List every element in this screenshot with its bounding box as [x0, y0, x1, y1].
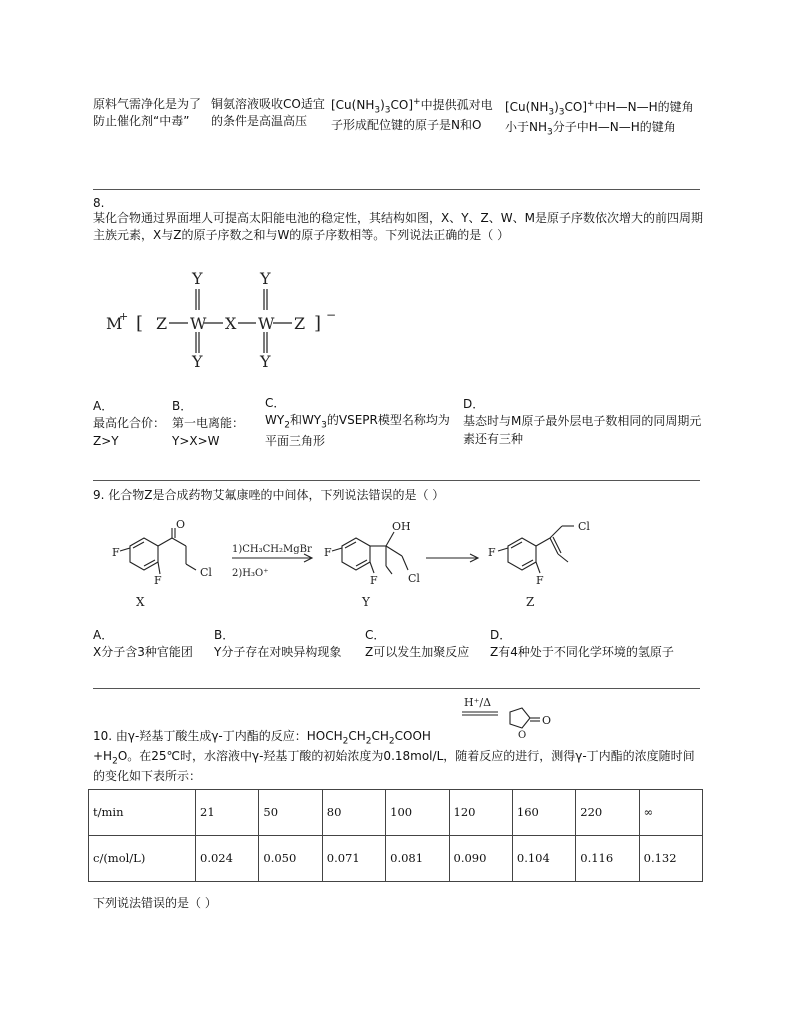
q7-c-sub-1: 3	[374, 105, 381, 116]
table-cell: 21	[196, 790, 259, 836]
q7-c-sup: +	[413, 97, 421, 107]
divider-q9-q10	[93, 688, 700, 689]
q7-c-text-3: CO]	[390, 98, 414, 112]
q10-ring-oxygen: O	[518, 730, 527, 740]
q8-cation-label: M	[106, 314, 123, 333]
q9-option-c	[365, 627, 490, 662]
table-header-concentration: c/(mol/L)	[89, 836, 196, 882]
q9-stem-text: 9. 化合物Z是合成药物艾氟康唑的中间体，下列说法错误的是（ ）	[93, 488, 445, 502]
q8-option-a	[93, 398, 165, 450]
q9-x-oxygen: O	[176, 518, 186, 531]
q8-option-b	[172, 398, 257, 450]
q7-option-b-text: 铜氨溶液吸收CO适宜的条件是高温高压	[211, 97, 325, 129]
q8-option-c	[265, 395, 455, 450]
q9-reagent-2: 2)H₃O⁺	[232, 568, 269, 579]
table-cell: 0.024	[196, 836, 259, 882]
table-cell: 120	[449, 790, 512, 836]
q8-option-a-text: 最高化合价：Z>Y	[93, 416, 166, 448]
q9-y-chlorine: Cl	[408, 572, 420, 585]
q10-description	[93, 748, 703, 786]
q7-option-b	[211, 96, 329, 131]
q10-desc-text-2: O。在25℃时，水溶液中γ-羟基丁酸的初始浓度为0.18mol/L，随着反应的进行，测得γ-丁内酯的浓度随时间的变化如下表所示：	[93, 749, 695, 784]
q10-sub-b: 2	[365, 736, 372, 747]
table-cell: 0.116	[576, 836, 639, 882]
q7-d-sub-1: 3	[548, 107, 555, 118]
q7-d-text-3: CO]	[564, 100, 588, 114]
q9-option-d	[490, 627, 702, 662]
q8-atom-y-top-left: Y	[192, 269, 203, 288]
q8-bracket-open: [	[136, 313, 144, 334]
table-cell: 0.050	[259, 836, 322, 882]
q10-desc-sub: 2	[112, 756, 118, 767]
table-cell: 0.081	[386, 836, 449, 882]
q7-d-text-4: 中H—N—H的键角小于NH	[505, 100, 694, 135]
q8-number-text: 8.	[93, 196, 105, 210]
q10-sub-a: 2	[342, 736, 349, 747]
q7-option-a-text: 原料气需净化是为了防止催化剂“中毒”	[93, 97, 202, 129]
q8-atom-x: X	[225, 314, 237, 333]
q8-atom-y-bottom-left: Y	[192, 352, 203, 371]
q7-d-sub-3: 3	[547, 127, 553, 138]
q10-stem-text-1: 10. 由γ-羟基丁酸生成γ-丁内酯的反应：HOCH	[93, 729, 343, 743]
q10-stem-text-3: CH	[371, 729, 389, 743]
q7-d-text-1: [Cu(NH	[505, 100, 549, 114]
q8-atom-y-top-right: Y	[260, 269, 271, 288]
q8-atom-y-bottom-right: Y	[260, 352, 271, 371]
q7-c-text-2: )	[380, 98, 385, 112]
q8-option-d	[463, 396, 703, 448]
q9-option-a-text: X分子含3种官能团	[93, 645, 193, 660]
table-cell: 50	[259, 790, 322, 836]
q9-y-fluorine-2: F	[370, 574, 378, 587]
q10-sub-c: 2	[388, 736, 395, 747]
table-cell: 0.104	[512, 836, 575, 882]
q7-d-sub-2: 3	[558, 107, 565, 118]
q9-label-z: Z	[526, 595, 535, 609]
q8-stem	[93, 210, 703, 245]
q9-option-d-label: D．	[490, 628, 512, 642]
q10-stem-text-4: COOH	[394, 729, 431, 743]
q7-c-text-1: [Cu(NH	[331, 98, 375, 112]
q9-reagent-1: 1)CH₃CH₂MgBr	[232, 544, 312, 555]
q8-c-text-3: 的VSEPR模型名称均为平面三角形	[265, 413, 450, 448]
q8-c-sub-2: 3	[321, 420, 327, 431]
q9-z-chlorine: Cl	[578, 520, 590, 533]
divider-q7-q8	[93, 189, 700, 190]
q10-carbonyl-oxygen: O	[542, 714, 552, 727]
q9-z-fluorine-2: F	[536, 574, 544, 587]
table-cell: 0.090	[449, 836, 512, 882]
q7-c-sub-2: 3	[384, 105, 391, 116]
q8-c-text-2: 和WY	[289, 413, 322, 428]
q8-option-a-label: A．	[93, 399, 114, 413]
q10-stem-text-2: CH	[348, 729, 366, 743]
q8-bracket-close: ]	[314, 313, 322, 334]
q9-label-y: Y	[362, 595, 370, 609]
q9-y-fluorine-1: F	[324, 546, 332, 559]
table-cell: 0.132	[639, 836, 702, 882]
q9-option-b-text: Y分子存在对映异构现象	[214, 645, 342, 660]
q10-question-text: 下列说法错误的是（ ）	[93, 896, 217, 910]
q8-c-sub-1: 2	[284, 420, 290, 431]
table-row-concentration	[89, 836, 703, 882]
q10-data-table	[88, 789, 703, 882]
q7-d-text-5: 分子中H—N—H的键角	[552, 120, 676, 135]
q7-d-sup: +	[587, 99, 595, 109]
q8-option-d-text: 基态时与M原子最外层电子数相同的同周期元素还有三种	[463, 414, 702, 446]
q9-option-b	[214, 627, 364, 662]
divider-q8-q9	[93, 480, 700, 481]
table-cell: 0.071	[322, 836, 385, 882]
q10-desc-text-1: +H	[93, 749, 113, 763]
q10-stem	[93, 728, 703, 748]
q8-atom-z-left: Z	[156, 314, 168, 333]
table-cell: 100	[386, 790, 449, 836]
q7-option-c	[331, 96, 499, 135]
q7-option-d	[505, 98, 705, 140]
q9-label-x: X	[136, 595, 145, 609]
q8-option-b-text: 第一电离能：Y>X>W	[172, 416, 245, 448]
q8-structure-diagram	[100, 268, 360, 374]
q7-option-a	[93, 96, 205, 131]
q9-x-fluorine-1: F	[112, 546, 120, 559]
q10-condition: H⁺/Δ	[464, 696, 492, 709]
q8-atom-z-right: Z	[294, 314, 306, 333]
q10-question	[93, 895, 703, 912]
q8-c-text-1: WY	[265, 413, 285, 428]
q7-d-text-2: )	[554, 100, 559, 114]
q9-option-b-label: B．	[214, 628, 235, 642]
table-cell: 160	[512, 790, 575, 836]
q8-atom-w-right: W	[258, 314, 275, 333]
q8-stem-text: 某化合物通过界面埋人可提高太阳能电池的稳定性，其结构如图，X、Y、Z、W、M是原子序数依次增大的前四周期主族元素，X与Z的原子序数之和与W的原子序数相等。下列说法正确的是（ ）	[93, 211, 703, 243]
table-cell: 80	[322, 790, 385, 836]
q8-option-b-label: B．	[172, 399, 193, 413]
table-header-time: t/min	[89, 790, 196, 836]
q9-x-chlorine: Cl	[200, 566, 212, 579]
q9-reaction-scheme	[92, 518, 652, 614]
q8-atom-w-left: W	[190, 314, 207, 333]
q9-x-fluorine-2: F	[154, 574, 162, 587]
q9-stem	[93, 487, 703, 504]
q9-y-hydroxyl: OH	[392, 520, 411, 533]
q9-option-c-text: Z可以发生加聚反应	[365, 645, 470, 660]
q9-option-a-label: A．	[93, 628, 114, 642]
q7-c-text-4: 中提供孤对电子形成配位键的原子是N和O	[331, 98, 493, 133]
q8-option-c-label: C．	[265, 396, 286, 410]
q9-option-c-label: C．	[365, 628, 386, 642]
q8-anion-charge: −	[326, 308, 337, 322]
q8-cation-charge: +	[119, 310, 129, 323]
table-cell: 220	[576, 790, 639, 836]
q9-z-fluorine-1: F	[488, 546, 496, 559]
table-row-time	[89, 790, 703, 836]
q9-option-d-text: Z有4种处于不同化学环境的氢原子	[490, 645, 674, 660]
q9-option-a	[93, 627, 215, 662]
table-cell: ∞	[639, 790, 702, 836]
q8-option-d-label: D．	[463, 397, 485, 411]
